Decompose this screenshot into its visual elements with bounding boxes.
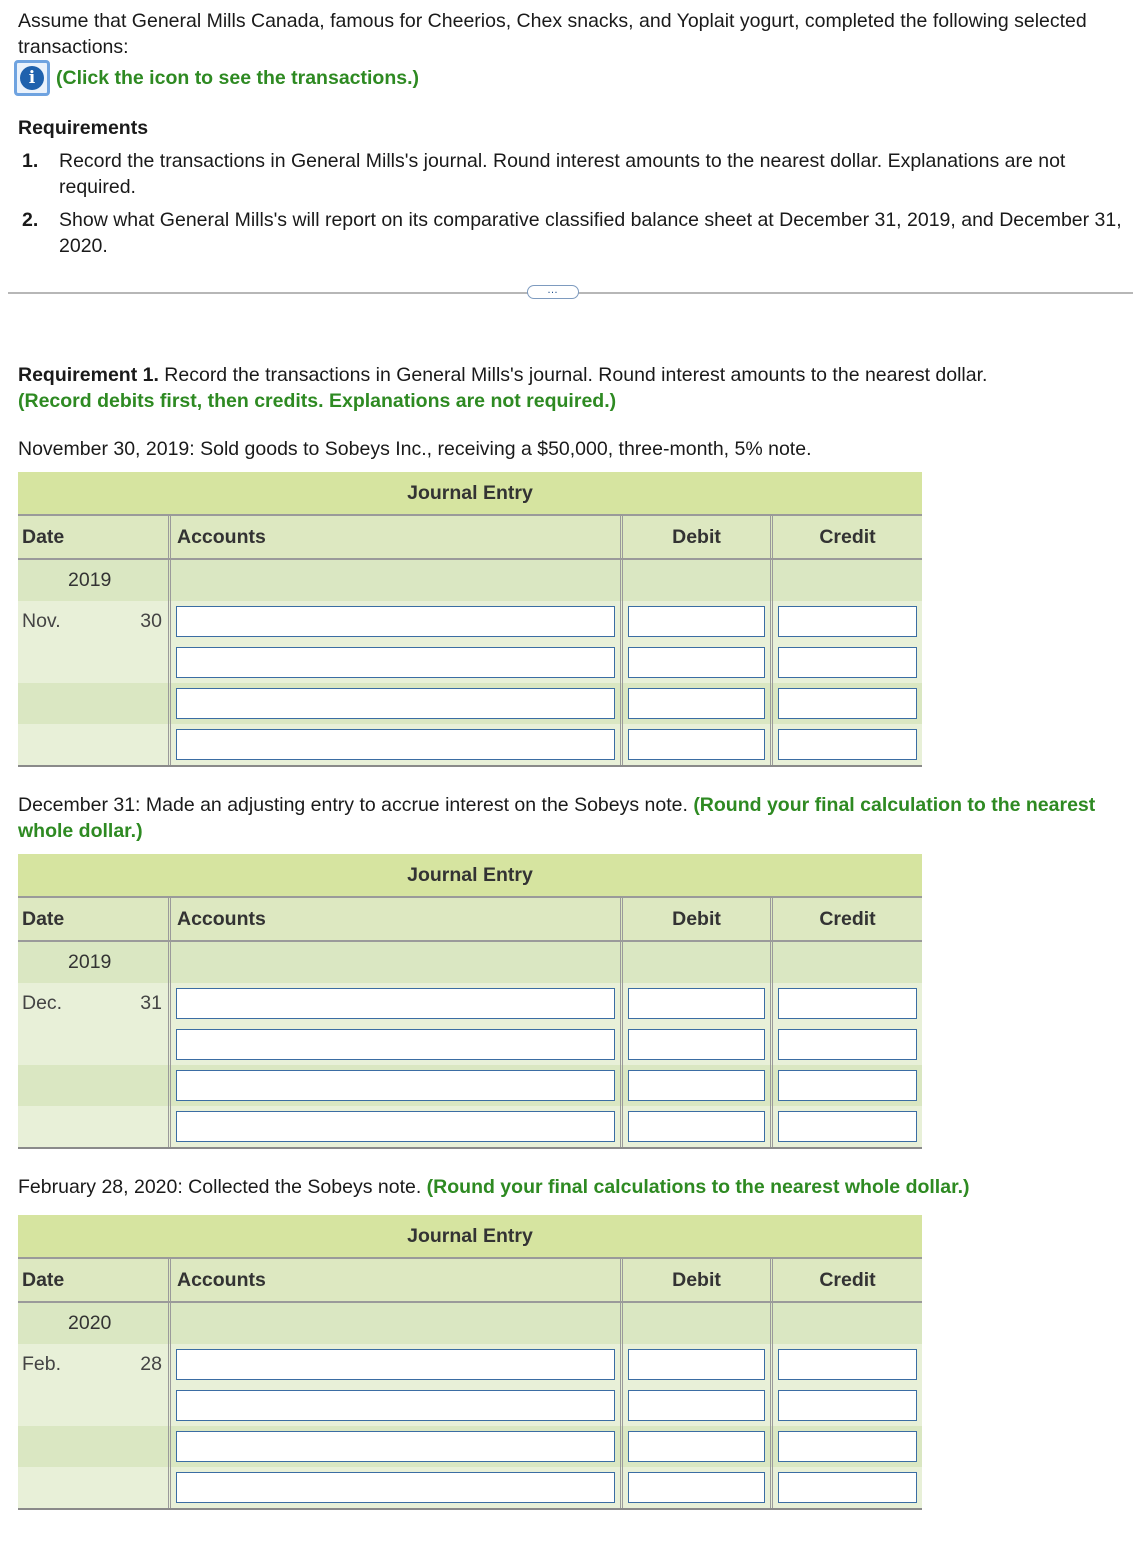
journal-title: Journal Entry	[18, 1215, 922, 1259]
debit-input[interactable]	[628, 647, 765, 678]
journal-row	[18, 1385, 922, 1426]
credit-input[interactable]	[778, 1070, 917, 1101]
debit-input[interactable]	[628, 1390, 765, 1421]
credit-input[interactable]	[778, 988, 917, 1019]
account-input[interactable]	[176, 606, 615, 637]
journal-row	[18, 1426, 922, 1467]
year-cell: 2020	[68, 1312, 112, 1334]
date-header: Date	[22, 526, 65, 548]
account-input[interactable]	[176, 1472, 615, 1503]
debit-input[interactable]	[628, 1029, 765, 1060]
requirement1-label: Requirement 1.	[18, 364, 159, 386]
entry-prompt	[18, 436, 1128, 462]
accounts-header: Accounts	[168, 516, 620, 558]
account-input[interactable]	[176, 1431, 615, 1462]
journal-entry-table	[18, 1215, 922, 1510]
credit-input[interactable]	[778, 606, 917, 637]
debit-input[interactable]	[628, 1472, 765, 1503]
requirement-text: Record the transactions in General Mills's journal. Round interest amounts to the nearest dollar. Explanations are not required.	[59, 150, 1066, 198]
expand-more-button[interactable]: …	[527, 285, 579, 299]
year-cell: 2019	[68, 951, 112, 973]
journal-header-row	[18, 898, 922, 942]
debit-input[interactable]	[628, 729, 765, 760]
credit-input[interactable]	[778, 1472, 917, 1503]
month-label: Feb.	[22, 1353, 62, 1375]
account-input[interactable]	[176, 647, 615, 678]
debit-input[interactable]	[628, 606, 765, 637]
account-input[interactable]	[176, 1029, 615, 1060]
journal-row	[18, 1024, 922, 1065]
debit-input[interactable]	[628, 988, 765, 1019]
credit-input[interactable]	[778, 1029, 917, 1060]
accounts-header: Accounts	[168, 1259, 620, 1301]
transactions-link[interactable]: (Click the icon to see the transactions.)	[56, 66, 419, 89]
journal-row	[18, 683, 922, 724]
journal-row	[18, 983, 922, 1024]
requirement1-instructions	[18, 362, 1123, 414]
requirements-title: Requirements	[18, 117, 149, 139]
requirement-number: 1.	[22, 150, 39, 172]
journal-row	[18, 642, 922, 683]
journal-entry-table	[18, 472, 922, 767]
entry-prompt-hint: (Round your final calculations to the nearest whole dollar.)	[426, 1176, 970, 1198]
entry-prompt-text: December 31: Made an adjusting entry to accrue interest on the Sobeys note.	[18, 794, 694, 816]
requirement-item	[22, 207, 1127, 259]
journal-row	[18, 1106, 922, 1149]
month-label: Dec.	[22, 992, 63, 1014]
debit-input[interactable]	[628, 1349, 765, 1380]
year-row	[18, 942, 922, 983]
credit-input[interactable]	[778, 1431, 917, 1462]
accounts-header: Accounts	[168, 898, 620, 940]
account-input[interactable]	[176, 729, 615, 760]
account-input[interactable]	[176, 988, 615, 1019]
year-cell: 2019	[68, 569, 112, 591]
requirement-number: 2.	[22, 209, 39, 231]
account-input[interactable]	[176, 1111, 615, 1142]
requirement1-hint: (Record debits first, then credits. Explanations are not required.)	[18, 390, 617, 412]
day-label: 28	[140, 1353, 162, 1375]
journal-row	[18, 1467, 922, 1510]
entry-prompt-text: February 28, 2020: Collected the Sobeys note.	[18, 1176, 427, 1198]
account-input[interactable]	[176, 688, 615, 719]
account-input[interactable]	[176, 1349, 615, 1380]
date-cell	[18, 983, 168, 1024]
credit-input[interactable]	[778, 688, 917, 719]
requirements-list	[22, 148, 1127, 266]
journal-entry-table	[18, 854, 922, 1149]
credit-input[interactable]	[778, 729, 917, 760]
journal-row	[18, 724, 922, 767]
journal-row	[18, 1344, 922, 1385]
info-row	[14, 60, 419, 96]
entry-prompt-hint: (Round your final calculation to the nearest whole dollar.)	[18, 794, 1096, 842]
account-input[interactable]	[176, 1390, 615, 1421]
credit-input[interactable]	[778, 1111, 917, 1142]
entry-prompt-text: November 30, 2019: Sold goods to Sobeys Inc., receiving a $50,000, three-month, 5% note.	[18, 438, 812, 460]
date-cell	[18, 601, 168, 642]
journal-row	[18, 601, 922, 642]
credit-input[interactable]	[778, 1390, 917, 1421]
credit-input[interactable]	[778, 647, 917, 678]
debit-header: Debit	[620, 1259, 770, 1301]
info-button[interactable]	[14, 60, 50, 96]
debit-header: Debit	[620, 898, 770, 940]
date-cell	[18, 1344, 168, 1385]
requirement-text: Show what General Mills's will report on its comparative classified balance sheet at December 31, 2019, and December 31, 2020.	[59, 209, 1122, 257]
journal-title: Journal Entry	[18, 472, 922, 516]
year-row	[18, 1303, 922, 1344]
debit-header: Debit	[620, 516, 770, 558]
entry-prompt	[18, 792, 1128, 844]
journal-title: Journal Entry	[18, 854, 922, 898]
requirement1-text: Record the transactions in General Mills's journal. Round interest amounts to the nearest dollar.	[158, 364, 988, 386]
journal-header-row	[18, 516, 922, 560]
journal-row	[18, 1065, 922, 1106]
requirement-item	[22, 148, 1127, 200]
account-input[interactable]	[176, 1070, 615, 1101]
debit-input[interactable]	[628, 1070, 765, 1101]
debit-input[interactable]	[628, 1111, 765, 1142]
credit-header: Credit	[770, 898, 922, 940]
credit-header: Credit	[770, 1259, 922, 1301]
date-header: Date	[22, 1269, 65, 1291]
month-label: Nov.	[22, 610, 61, 632]
credit-input[interactable]	[778, 1349, 917, 1380]
journal-header-row	[18, 1259, 922, 1303]
debit-input[interactable]	[628, 688, 765, 719]
credit-header: Credit	[770, 516, 922, 558]
entry-prompt	[18, 1174, 1128, 1200]
intro-text: Assume that General Mills Canada, famous for Cheerios, Chex snacks, and Yoplait yogurt, completed the following selected transactions:	[18, 10, 1087, 58]
date-header: Date	[22, 908, 65, 930]
day-label: 31	[140, 992, 162, 1014]
info-icon: i	[20, 66, 44, 90]
day-label: 30	[140, 610, 162, 632]
year-row	[18, 560, 922, 601]
debit-input[interactable]	[628, 1431, 765, 1462]
